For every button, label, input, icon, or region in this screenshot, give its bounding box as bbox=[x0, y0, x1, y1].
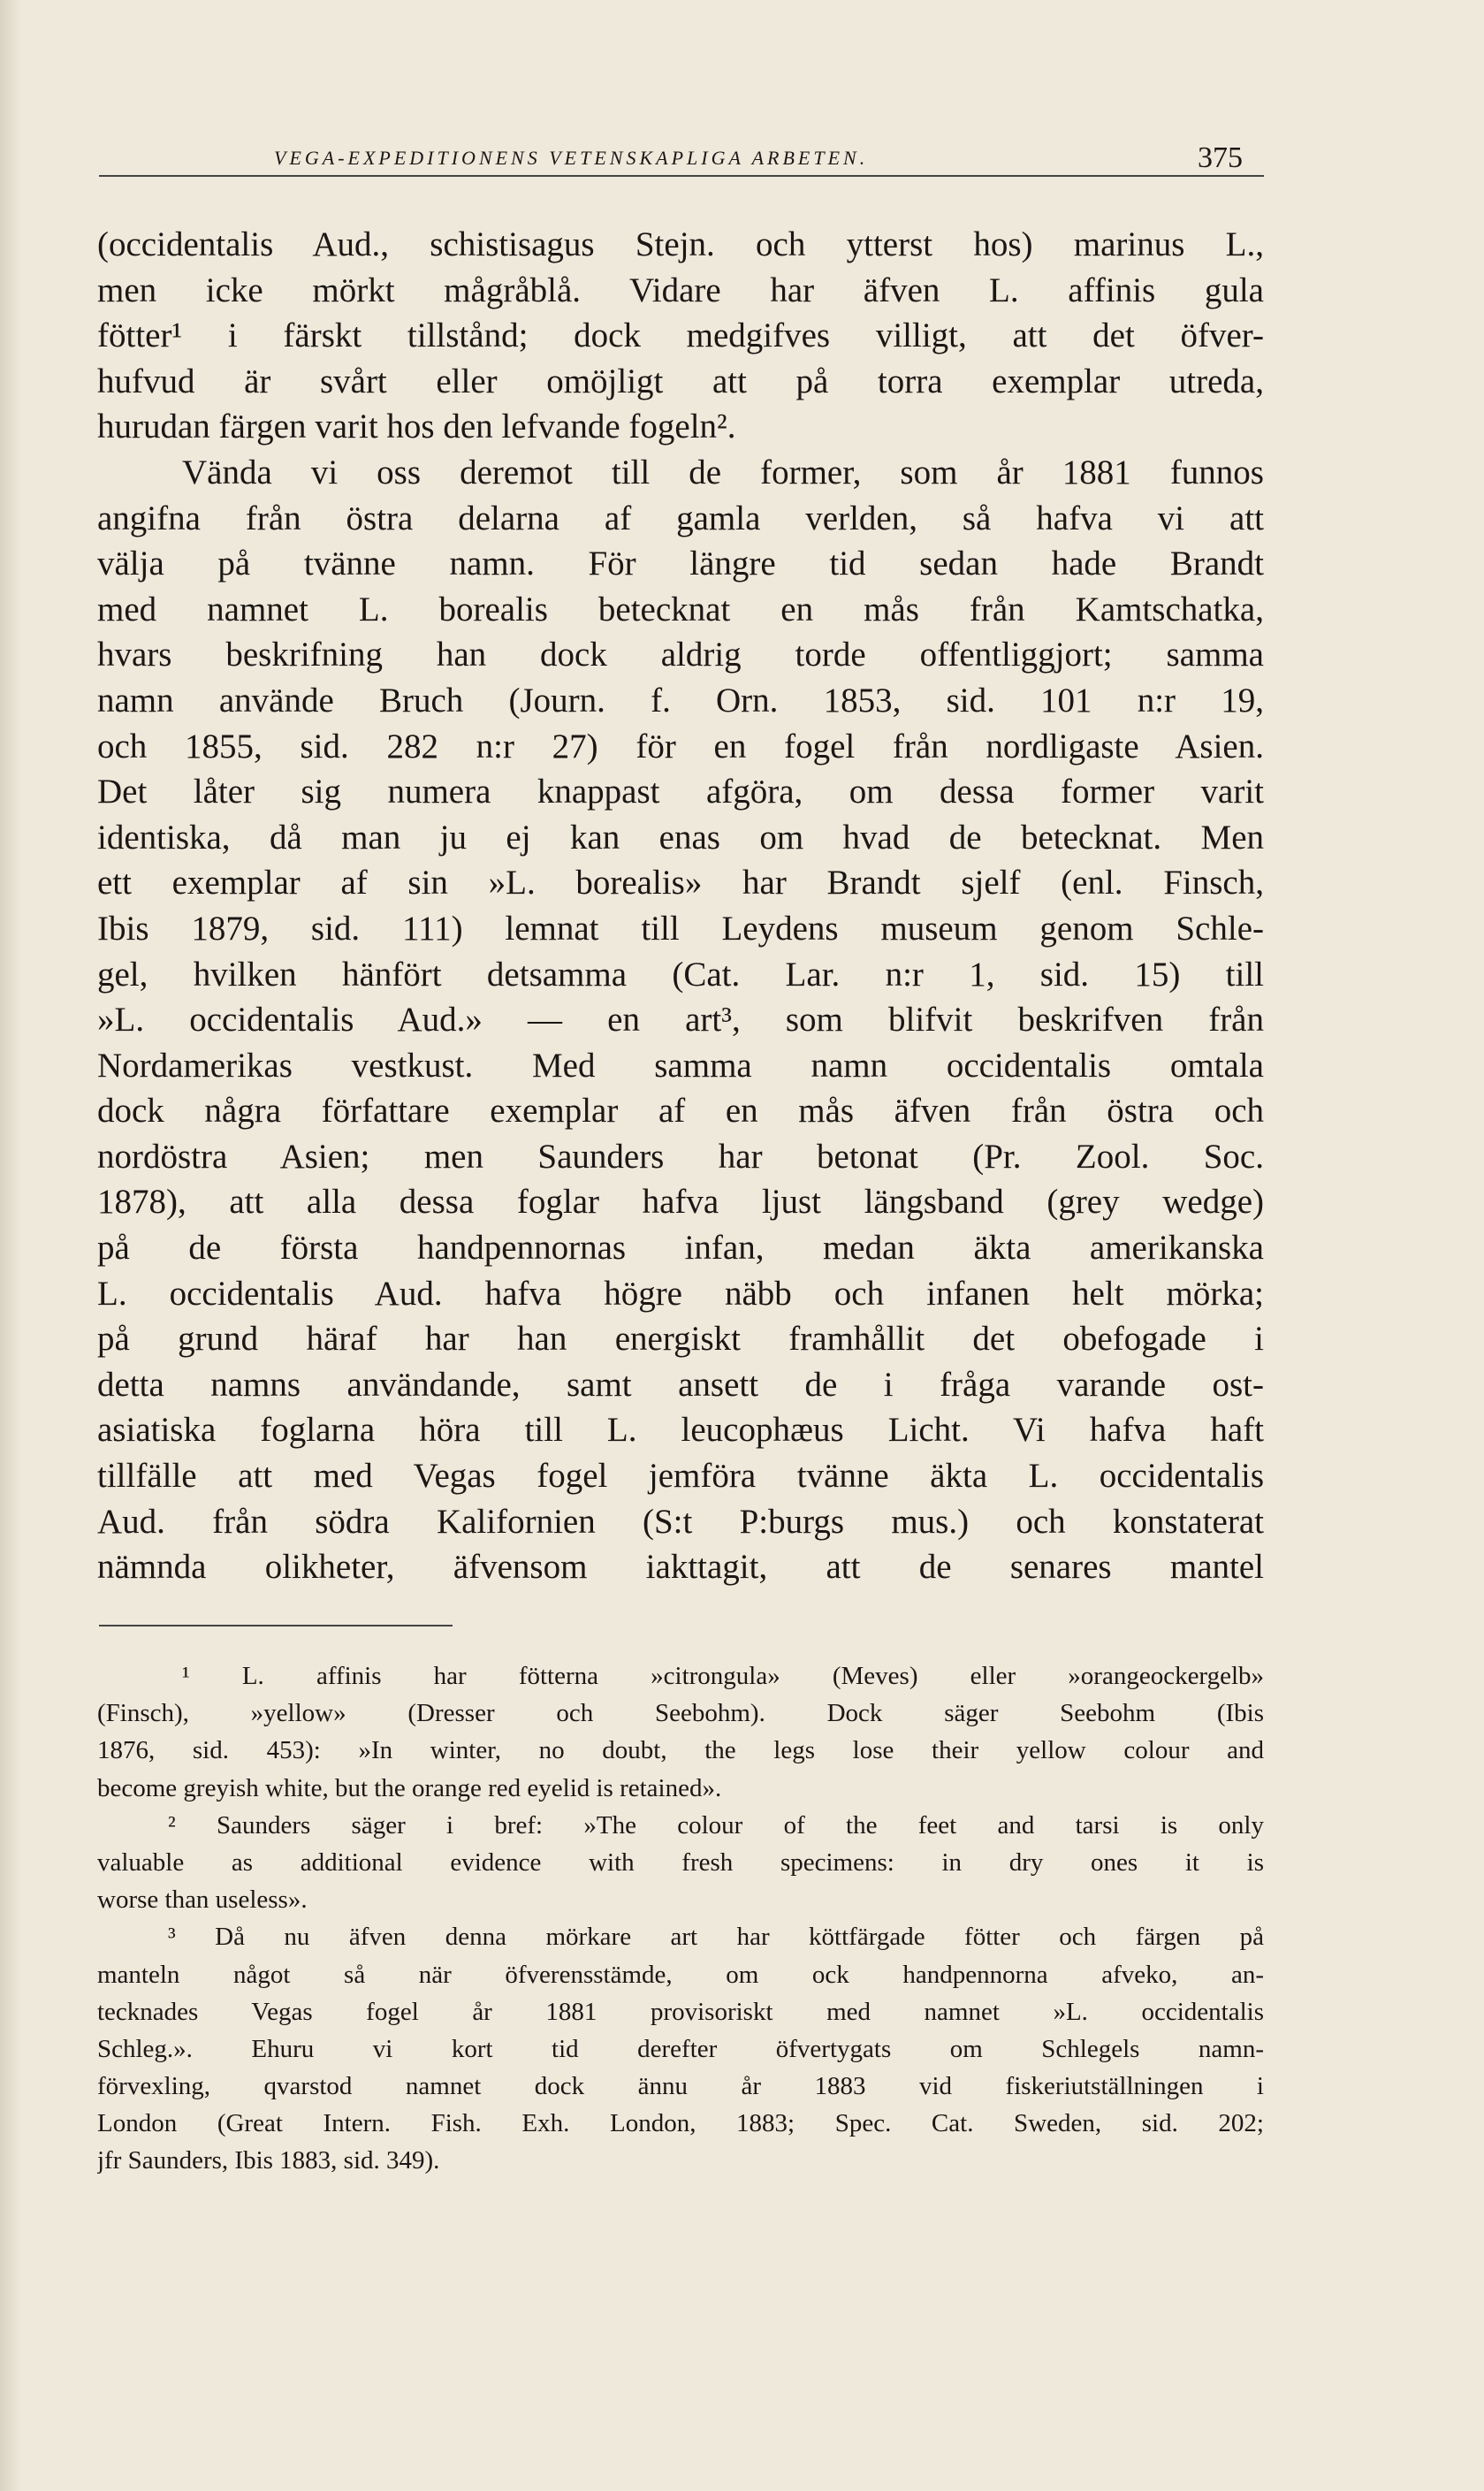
page-binding-shadow bbox=[0, 0, 21, 2491]
text-line: (occidentalis Aud., schistisagus Stejn. och ytterst hos) marinus L., bbox=[97, 225, 1264, 263]
footnote-line: förvexling, qvarstod namnet dock ännu år 1883 vid fiskeriutställningen i bbox=[97, 2072, 1264, 2101]
text-line: Nordamerikas vestkust. Med samma namn occidentalis omtala bbox=[97, 1046, 1264, 1085]
footnotes bbox=[97, 1657, 1264, 2180]
footnote-line: valuable as additional evidence with fresh specimens: in dry ones it is bbox=[97, 1847, 1264, 1877]
footnote-line: manteln något så när öfverensstämde, om ock handpennorna afveko, an- bbox=[97, 1960, 1264, 1989]
text-line: Ibis 1879, sid. 111) lemnat till Leydens museum genom Schle- bbox=[97, 909, 1264, 948]
text-line: nordöstra Asien; men Saunders har betonat (Pr. Zool. Soc. bbox=[97, 1137, 1264, 1176]
text-line: på grund häraf har han energiskt framhållit det obefogade i bbox=[97, 1320, 1264, 1359]
page-number: 375 bbox=[1198, 141, 1243, 174]
text-line: Vända vi oss deremot till de former, som år 1881 funnos bbox=[182, 453, 1264, 491]
text-line: Det låter sig numera knappast afgöra, om dessa former varit bbox=[97, 773, 1264, 811]
text-line: detta namns användande, samt ansett de i fråga varande ost- bbox=[97, 1365, 1264, 1404]
text-line: hurudan färgen varit hos den lefvande fogeln². bbox=[97, 408, 736, 446]
footnote-rule bbox=[99, 1625, 453, 1626]
footnote-line: tecknades Vegas fogel år 1881 provisoriskt med namnet »L. occidentalis bbox=[97, 1997, 1264, 2026]
text-line: men icke mörkt mågråblå. Vidare har äfven L. affinis gula bbox=[97, 270, 1264, 309]
running-header: VEGA-EXPEDITIONENS VETENSKAPLIGA ARBETEN. bbox=[274, 147, 869, 169]
text-line: gel, hvilken hänfört detsamma (Cat. Lar. n:r 1, sid. 15) till bbox=[97, 955, 1264, 994]
text-line: Aud. från södra Kalifornien (S:t P:burgs mus.) och konstaterat bbox=[97, 1502, 1264, 1541]
text-line: fötter¹ i färskt tillstånd; dock medgifves villigt, att det öfver- bbox=[97, 316, 1264, 355]
text-line: med namnet L. borealis betecknat en mås från Kamtschatka, bbox=[97, 590, 1264, 628]
text-line: och 1855, sid. 282 n:r 27) för en fogel från nordligaste Asien. bbox=[97, 727, 1264, 766]
text-line: ett exemplar af sin »L. borealis» har Brandt sjelf (enl. Finsch, bbox=[97, 864, 1264, 903]
text-line: identiska, då man ju ej kan enas om hvad de betecknat. Men bbox=[97, 818, 1264, 857]
footnote-line: ² Saunders säger i bref: »The colour of the feet and tarsi is only bbox=[168, 1810, 1264, 1840]
text-line: hvars beskrifning han dock aldrig torde offentliggjort; samma bbox=[97, 636, 1264, 674]
text-line: på de första handpennornas infan, medan äkta amerikanska bbox=[97, 1229, 1264, 1268]
footnote-line: 1876, sid. 453): »In winter, no doubt, the legs lose their yellow colour and bbox=[97, 1736, 1264, 1765]
text-line: dock några författare exemplar af en mås äfven från östra och bbox=[97, 1092, 1264, 1131]
text-line: angifna från östra delarna af gamla verlden, så hafva vi att bbox=[97, 499, 1264, 537]
text-line: tillfälle att med Vegas fogel jemföra tvänne äkta L. occidentalis bbox=[97, 1457, 1264, 1496]
text-line: hufvud är svårt eller omöjligt att på torra exemplar utreda, bbox=[97, 362, 1264, 400]
footnote-line: London (Great Intern. Fish. Exh. London, 1883; Spec. Cat. Sweden, sid. 202; bbox=[97, 2109, 1264, 2138]
text-line: L. occidentalis Aud. hafva högre näbb och infanen helt mörka; bbox=[97, 1274, 1264, 1313]
footnote-line: worse than useless». bbox=[97, 1885, 308, 1915]
footnote-line: (Finsch), »yellow» (Dresser och Seebohm). Dock säger Seebohm (Ibis bbox=[97, 1699, 1264, 1728]
main-text bbox=[97, 222, 1264, 1590]
footnote-line: become greyish white, but the orange red eyelid is retained». bbox=[97, 1773, 722, 1802]
text-line: nämnda olikheter, äfvensom iakttagit, att de senares mantel bbox=[97, 1548, 1264, 1587]
footnote-line: Schleg.». Ehuru vi kort tid derefter öfvertygats om Schlegels namn- bbox=[97, 2034, 1264, 2063]
footnote-line: ³ Då nu äfven denna mörkare art har köttfärgade fötter och färgen på bbox=[168, 1923, 1264, 1952]
footnote-line: jfr Saunders, Ibis 1883, sid. 349). bbox=[97, 2146, 440, 2175]
text-line: »L. occidentalis Aud.» — en art³, som blifvit beskrifven från bbox=[97, 1001, 1264, 1040]
text-line: namn använde Bruch (Journ. f. Orn. 1853, sid. 101 n:r 19, bbox=[97, 681, 1264, 720]
footnote-line: ¹ L. affinis har fötterna »citrongula» (Meves) eller »orangeockergelb» bbox=[182, 1662, 1264, 1690]
header-rule bbox=[99, 175, 1264, 177]
text-line: 1878), att alla dessa foglar hafva ljust längsband (grey wedge) bbox=[97, 1183, 1264, 1222]
text-line: välja på tvänne namn. För längre tid sedan hade Brandt bbox=[97, 545, 1264, 583]
text-line: asiatiska foglarna höra till L. leucophæus Licht. Vi hafva haft bbox=[97, 1411, 1264, 1450]
